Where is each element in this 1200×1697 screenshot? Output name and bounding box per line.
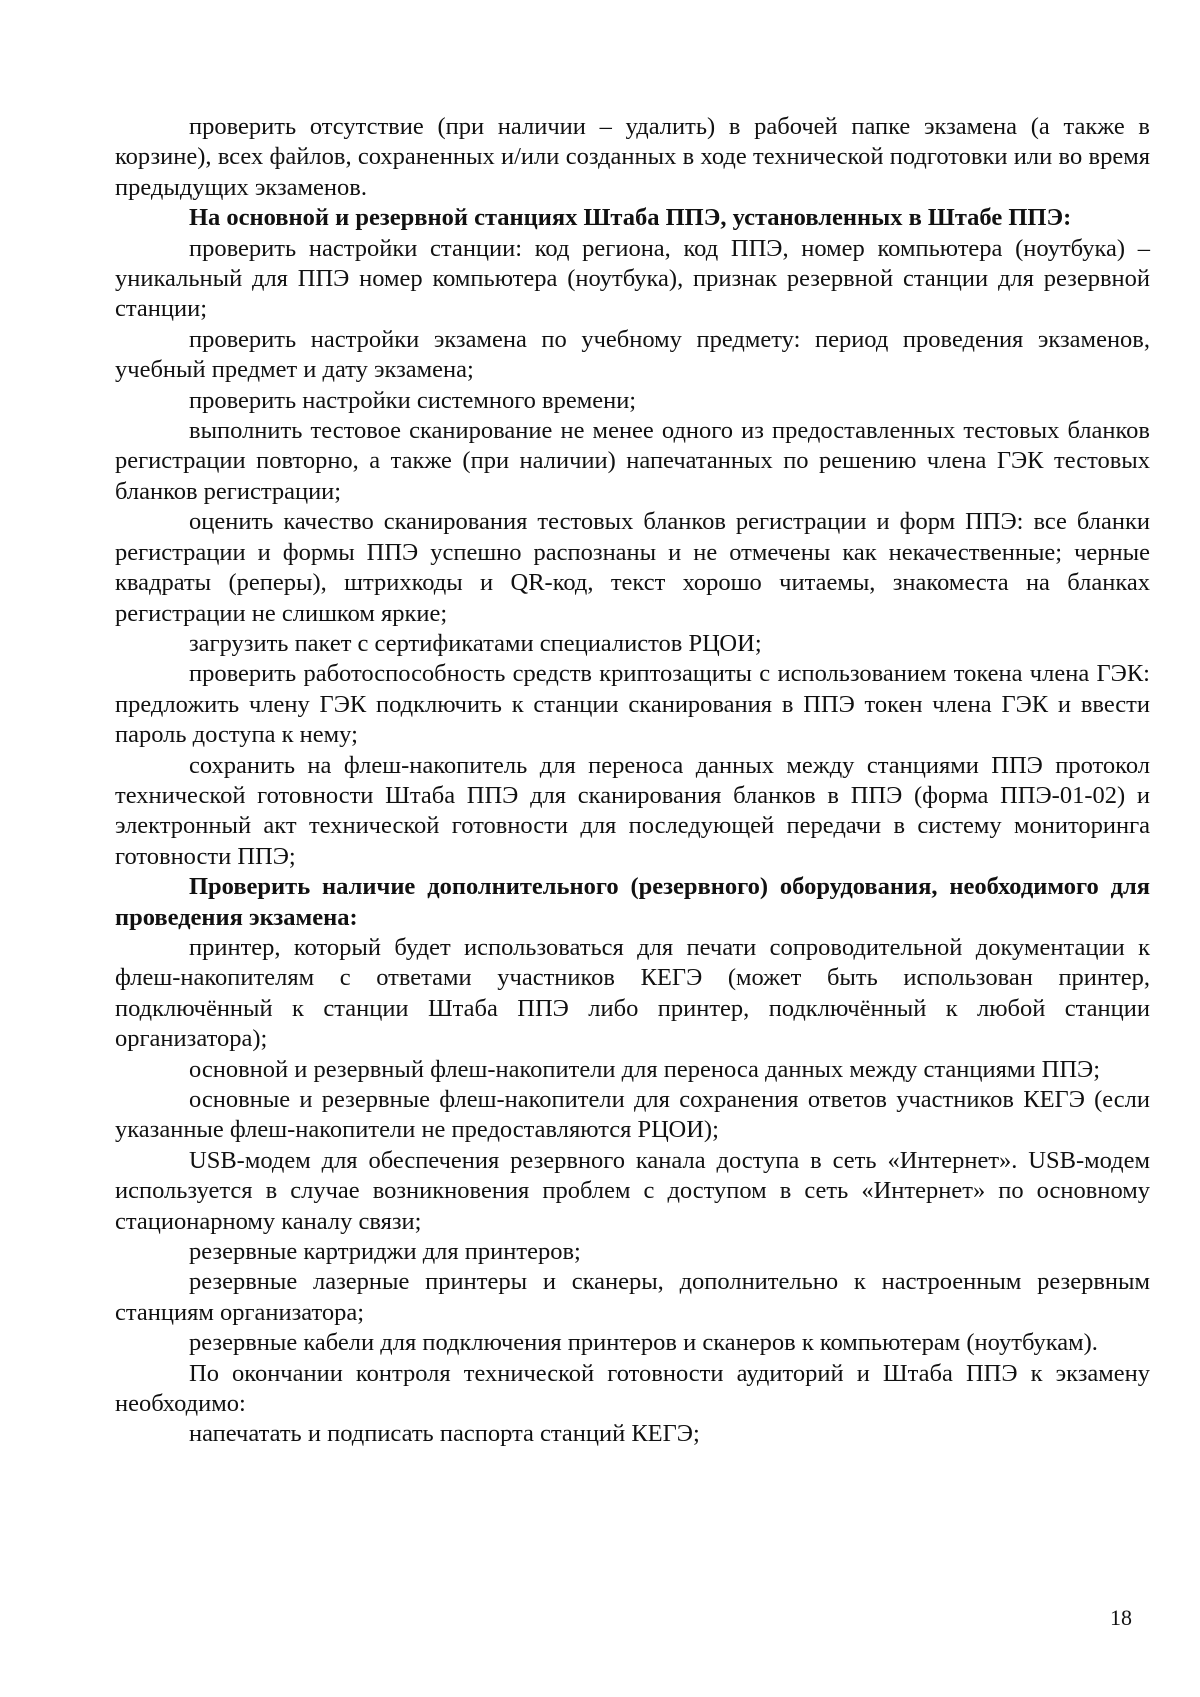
paragraph: сохранить на флеш-накопитель для переноса данных между станциями ППЭ протокол технической готовности Штаба ППЭ для сканирования бланков в ППЭ (форма ППЭ-01-02) и электронный акт технической готовности для последующей передачи в систему мониторинга готовности ППЭ;: [115, 751, 1150, 870]
paragraph: проверить отсутствие (при наличии – удалить) в рабочей папке экзамена (а также в корзине), всех файлов, сохраненных и/или созданных в ходе технической подготовки или во время предыдущих экзаменов.: [115, 113, 1150, 201]
section-heading: Проверить наличие дополнительного (резервного) оборудования, необходимого для проведения экзамена:: [115, 873, 1150, 931]
paragraph: резервные картриджи для принтеров;: [189, 1238, 581, 1266]
document-body: [115, 112, 1150, 1450]
paragraph: принтер, который будет использоваться для печати сопроводительной документации к флеш-накопителям с ответами участников КЕГЭ (может быть использован принтер, подключённый к станции Штаба ППЭ либо принтер, подключённый к любой станции организатора);: [115, 933, 1150, 1053]
section-heading: На основной и резервной станциях Штаба ППЭ, установленных в Штабе ППЭ:: [189, 204, 1072, 232]
paragraph: напечатать и подписать паспорта станций КЕГЭ;: [189, 1420, 700, 1448]
paragraph: проверить работоспособность средств криптозащиты с использованием токена члена ГЭК: предложить члену ГЭК подключить к станции сканирования в ППЭ токен члена ГЭК и ввести пароль доступа к нему;: [115, 660, 1150, 749]
paragraph: основной и резервный флеш-накопители для переноса данных между станциями ППЭ;: [189, 1055, 1100, 1083]
paragraph: загрузить пакет с сертификатами специалистов РЦОИ;: [189, 629, 762, 657]
paragraph: проверить настройки экзамена по учебному предмету: период проведения экзаменов, учебный предмет и дату экзамена;: [115, 325, 1150, 384]
paragraph: основные и резервные флеш-накопители для сохранения ответов участников КЕГЭ (если указанные флеш-накопители не предоставляются РЦОИ);: [115, 1086, 1150, 1144]
paragraph: выполнить тестовое сканирование не менее одного из предоставленных тестовых бланков регистрации повторно, а также (при наличии) напечатанных по решению члена ГЭК тестовых бланков регистрации;: [115, 417, 1150, 505]
paragraph: USB-модем для обеспечения резервного канала доступа в сеть «Интернет». USB-модем используется в случае возникновения проблем с доступом в сеть «Интернет» по основному стационарному каналу связи;: [115, 1146, 1150, 1235]
paragraph: проверить настройки станции: код региона, код ППЭ, номер компьютера (ноутбука) – уникальный для ППЭ номер компьютера (ноутбука), признак резервной станции для резервной станции;: [115, 234, 1150, 323]
page-number: 18: [1110, 1605, 1132, 1630]
paragraph: проверить настройки системного времени;: [189, 386, 637, 414]
paragraph: По окончании контроля технической готовности аудиторий и Штаба ППЭ к экзамену необходимо:: [115, 1359, 1150, 1418]
paragraph: резервные кабели для подключения принтеров и сканеров к компьютерам (ноутбукам).: [189, 1329, 1098, 1357]
paragraph: резервные лазерные принтеры и сканеры, дополнительно к настроенным резервным станциям организатора;: [115, 1268, 1150, 1326]
paragraph: оценить качество сканирования тестовых бланков регистрации и форм ППЭ: все бланки регистрации и формы ППЭ успешно распознаны и не отмечены как некачественные; черные квадраты (реперы), штрихкоды и QR-код, текст хорошо читаемы, знакоместа на бланках регистрации не слишком яркие;: [115, 508, 1150, 627]
